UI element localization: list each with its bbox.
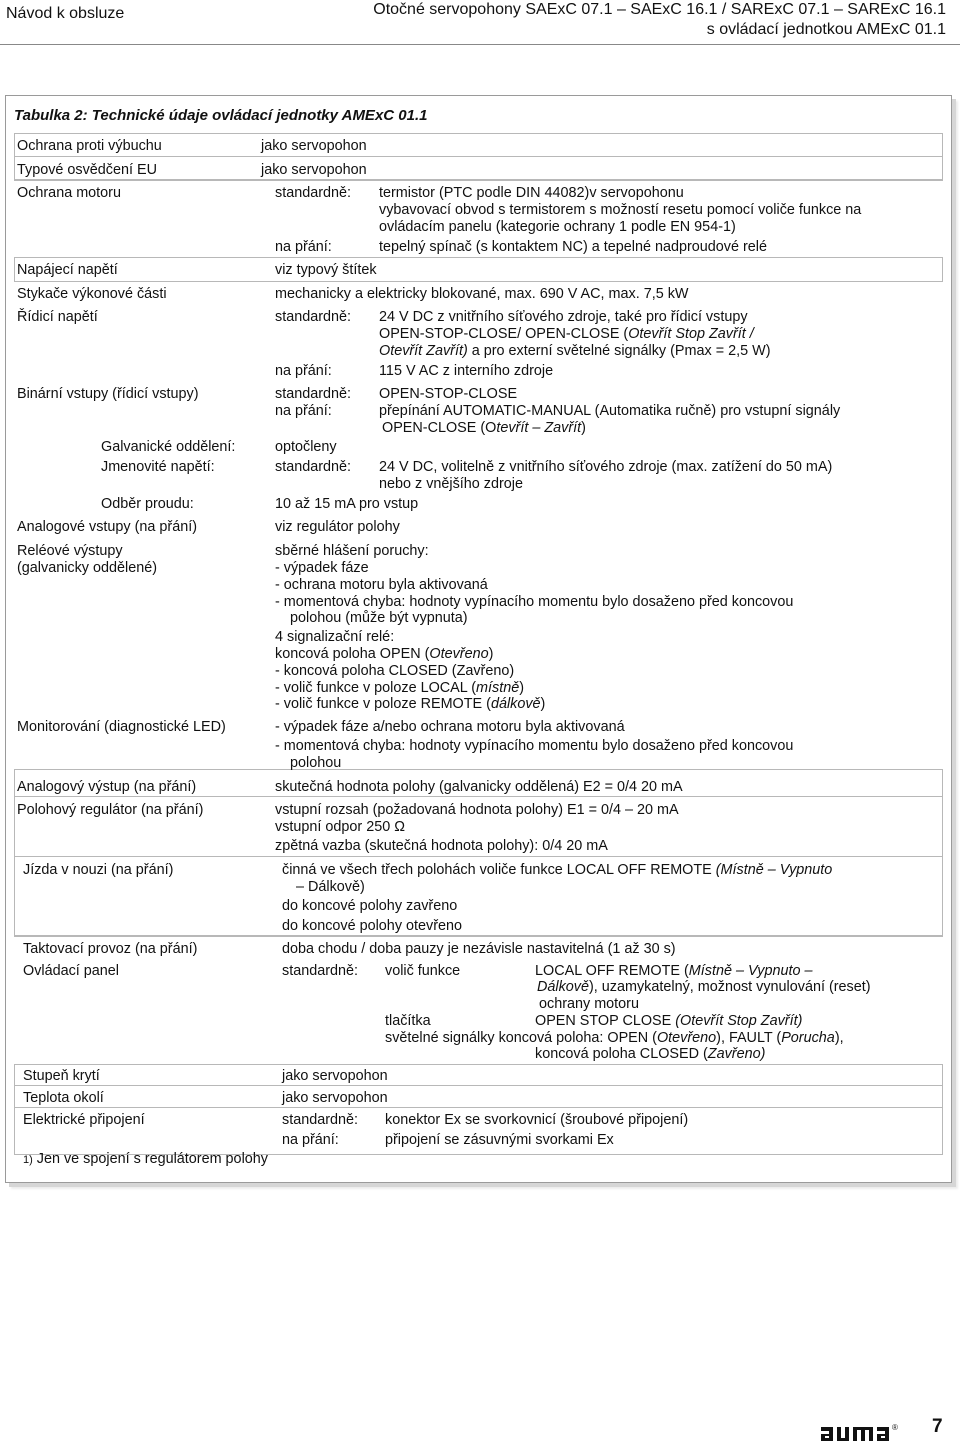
value-pulse-mode: doba chodu / doba pauzy je nezávisle nastavitelná (1 až 30 s): [282, 941, 676, 957]
connection-standard-key: standardně:: [282, 1112, 359, 1128]
rated-voltage-line: 24 V DC, volitelně z vnitřního síťového zdroje (max. zatížení do 50 mA): [379, 459, 833, 475]
label-motor-protection: Ochrana motoru: [17, 185, 121, 201]
label-control-panel: Ovládací panel: [23, 963, 119, 979]
label-explosion-protection: Ochrana proti výbuchu: [17, 138, 162, 154]
value-analog-output: skutečná hodnota polohy (galvanicky oddělená) E2 = 0/4 20 mA: [275, 779, 683, 795]
label-control-voltage: Řídicí napětí: [17, 309, 98, 325]
panel-buttons-key: tlačítka: [385, 1013, 431, 1029]
manual-title: Návod k obsluze: [6, 5, 125, 22]
position-controller-line: vstupní odpor 250 Ω: [275, 819, 405, 835]
motor-option-line: tepelný spínač (s kontaktem NC) a tepelné nadproudové relé: [379, 239, 767, 255]
panel-signal-line: světelné signálky koncová poloha: OPEN (Otevřeno), FAULT (Porucha),: [385, 1030, 844, 1046]
control-standard-line: OPEN-STOP-CLOSE/ OPEN-CLOSE (Otevřít Stop Zavřít /: [379, 326, 754, 342]
control-standard-line: 24 V DC z vnitřního síťového zdroje, také pro řídicí vstupy: [379, 309, 748, 325]
relay-line: - koncová poloha CLOSED (Zavřeno): [275, 663, 515, 679]
grid-line: [14, 796, 943, 797]
grid-line: [14, 156, 943, 157]
emergency-run-line: do koncové polohy otevřeno: [282, 918, 463, 934]
relay-line: - ochrana motoru byla aktivovaná: [275, 577, 488, 593]
rated-voltage-line: nebo z vnějšího zdroje: [379, 476, 523, 492]
relay-line: - volič funkce v poloze LOCAL (místně): [275, 680, 525, 696]
value-current-draw: 10 až 15 mA pro vstup: [275, 496, 419, 512]
connection-standard-value: konektor Ex se svorkovnicí (šroubové připojení): [385, 1112, 689, 1128]
control-standard-line: Otevřít Zavřít) a pro externí světelné signálky (Pmax = 2,5 W): [379, 343, 771, 359]
monitoring-line: - výpadek fáze a/nebo ochrana motoru byla aktivovaná: [275, 719, 625, 735]
panel-standard-key: standardně:: [282, 963, 359, 979]
control-standard-key: standardně:: [275, 309, 352, 325]
control-option-line: 115 V AC z interního zdroje: [379, 363, 554, 379]
value-explosion-protection: jako servopohon: [261, 138, 367, 154]
label-electrical-connection: Elektrické připojení: [23, 1112, 145, 1128]
auma-logo-mark: [819, 1421, 907, 1443]
relay-line: - výpadek fáze: [275, 560, 369, 576]
relay-line: - volič funkce v poloze REMOTE (dálkově): [275, 696, 546, 712]
motor-option-key: na přání:: [275, 239, 332, 255]
header-rule: [0, 44, 960, 45]
label-emergency-run: Jízda v nouzi (na přání): [23, 862, 174, 878]
label-position-controller: Polohový regulátor (na přání): [17, 802, 204, 818]
motor-standard-line: vybavovací obvod s termistorem s možností resetu pomocí voliče funkce na: [379, 202, 862, 218]
relay-line: 4 signalizační relé:: [275, 629, 395, 645]
header-right: [373, 0, 946, 40]
value-supply-voltage: viz typový štítek: [275, 262, 377, 278]
label-relay-outputs: Reléové výstupy: [17, 543, 123, 559]
label-relay-outputs-sub: (galvanicky oddělené): [17, 560, 157, 576]
position-controller-line: vstupní rozsah (požadovaná hodnota polohy) E1 = 0/4 – 20 mA: [275, 802, 679, 818]
value-galvanic-isolation: optočleny: [275, 439, 337, 455]
monitoring-line: - momentová chyba: hodnoty vypínacího momentu bylo dosaženo před koncovou: [275, 738, 794, 754]
grid-line: [14, 1085, 943, 1086]
position-controller-line: zpětná vazba (skutečná hodnota polohy): 0/4 20 mA: [275, 838, 608, 854]
monitoring-line: polohou: [290, 755, 342, 771]
motor-standard-line: ovládacím panelu (kategorie ochrany 1 podle EN 954-1): [379, 219, 736, 235]
value-type-certificate: jako servopohon: [261, 162, 367, 178]
label-binary-inputs: Binární vstupy (řídicí vstupy): [17, 386, 199, 402]
connection-option-value: připojení se zásuvnými svorkami Ex: [385, 1132, 614, 1148]
binary-option-key: na přání:: [275, 403, 332, 419]
value-ambient-temperature: jako servopohon: [282, 1090, 388, 1106]
grid-box: [14, 257, 943, 282]
header-left: [6, 4, 124, 24]
label-galvanic-isolation: Galvanické oddělení:: [101, 439, 236, 455]
grid-line: [14, 935, 943, 936]
value-enclosure-rating: jako servopohon: [282, 1068, 388, 1084]
label-current-draw: Odběr proudu:: [101, 496, 194, 512]
emergency-run-line: činná ve všech třech polohách voliče funkce LOCAL OFF REMOTE (Místně – Vypnuto: [282, 862, 833, 878]
label-type-certificate: Typové osvědčení EU: [17, 162, 157, 178]
table-title: Tabulka 2: Technické údaje ovládací jednotky AMExC 01.1: [14, 107, 428, 124]
relay-line: sběrné hlášení poruchy:: [275, 543, 429, 559]
grid-line: [14, 856, 943, 857]
grid-line: [14, 179, 943, 180]
label-ambient-temperature: Teplota okolí: [23, 1090, 104, 1106]
panel-buttons-line: OPEN STOP CLOSE (Otevřít Stop Zavřít): [535, 1013, 803, 1029]
panel-signal-line: koncová poloha CLOSED (Zavřeno): [535, 1046, 766, 1062]
label-contactors: Stykače výkonové části: [17, 286, 167, 302]
control-option-key: na přání:: [275, 363, 332, 379]
footnote: 1) Jen ve spojení s regulátorem polohy: [23, 1151, 268, 1167]
product-subtitle: s ovládací jednotkou AMExC 01.1: [706, 21, 946, 38]
motor-standard-key: standardně:: [275, 185, 352, 201]
rated-voltage-key: standardně:: [275, 459, 352, 475]
label-enclosure-rating: Stupeň krytí: [23, 1068, 100, 1084]
registered-mark: ®: [892, 1423, 898, 1432]
panel-selector-line: LOCAL OFF REMOTE (Místně – Vypnuto –: [535, 963, 813, 979]
page-number: 7: [932, 1416, 943, 1437]
panel-selector-line: Dálkově), uzamykatelný, možnost vynulování (reset): [537, 979, 871, 995]
binary-option-line: přepínání AUTOMATIC-MANUAL (Automatika ručně) pro vstupní signály: [379, 403, 841, 419]
value-contactors: mechanicky a elektricky blokované, max. 690 V AC, max. 7,5 kW: [275, 286, 689, 302]
panel-selector-key: volič funkce: [385, 963, 461, 979]
relay-line: polohou (může být vypnuta): [290, 610, 468, 626]
binary-standard-line: OPEN-STOP-CLOSE: [379, 386, 518, 402]
label-supply-voltage: Napájecí napětí: [17, 262, 118, 278]
label-monitoring: Monitorování (diagnostické LED): [17, 719, 226, 735]
tech-data-table: [5, 95, 952, 1183]
emergency-run-line: do koncové polohy zavřeno: [282, 898, 458, 914]
binary-option-line: OPEN-CLOSE (Otevřít – Zavřít): [382, 420, 586, 436]
value-analog-inputs: viz regulátor polohy: [275, 519, 400, 535]
motor-standard-line: termistor (PTC podle DIN 44082)v servopohonu: [379, 185, 684, 201]
label-pulse-mode: Taktovací provoz (na přání): [23, 941, 198, 957]
panel-selector-line: ochrany motoru: [539, 996, 639, 1012]
grid-line: [14, 1107, 943, 1108]
auma-logo: [819, 1421, 907, 1448]
label-rated-voltage: Jmenovité napětí:: [101, 459, 215, 475]
connection-option-key: na přání:: [282, 1132, 339, 1148]
label-analog-inputs: Analogové vstupy (na přání): [17, 519, 197, 535]
binary-standard-key: standardně:: [275, 386, 352, 402]
emergency-run-line: – Dálkově): [296, 879, 365, 895]
relay-line: koncová poloha OPEN (Otevřeno): [275, 646, 494, 662]
relay-line: - momentová chyba: hodnoty vypínacího momentu bylo dosaženo před koncovou: [275, 594, 794, 610]
product-title: Otočné servopohony SAExC 07.1 – SAExC 16.1 / SARExC 07.1 – SARExC 16.1: [373, 1, 946, 18]
label-analog-output: Analogový výstup (na přání): [17, 779, 197, 795]
